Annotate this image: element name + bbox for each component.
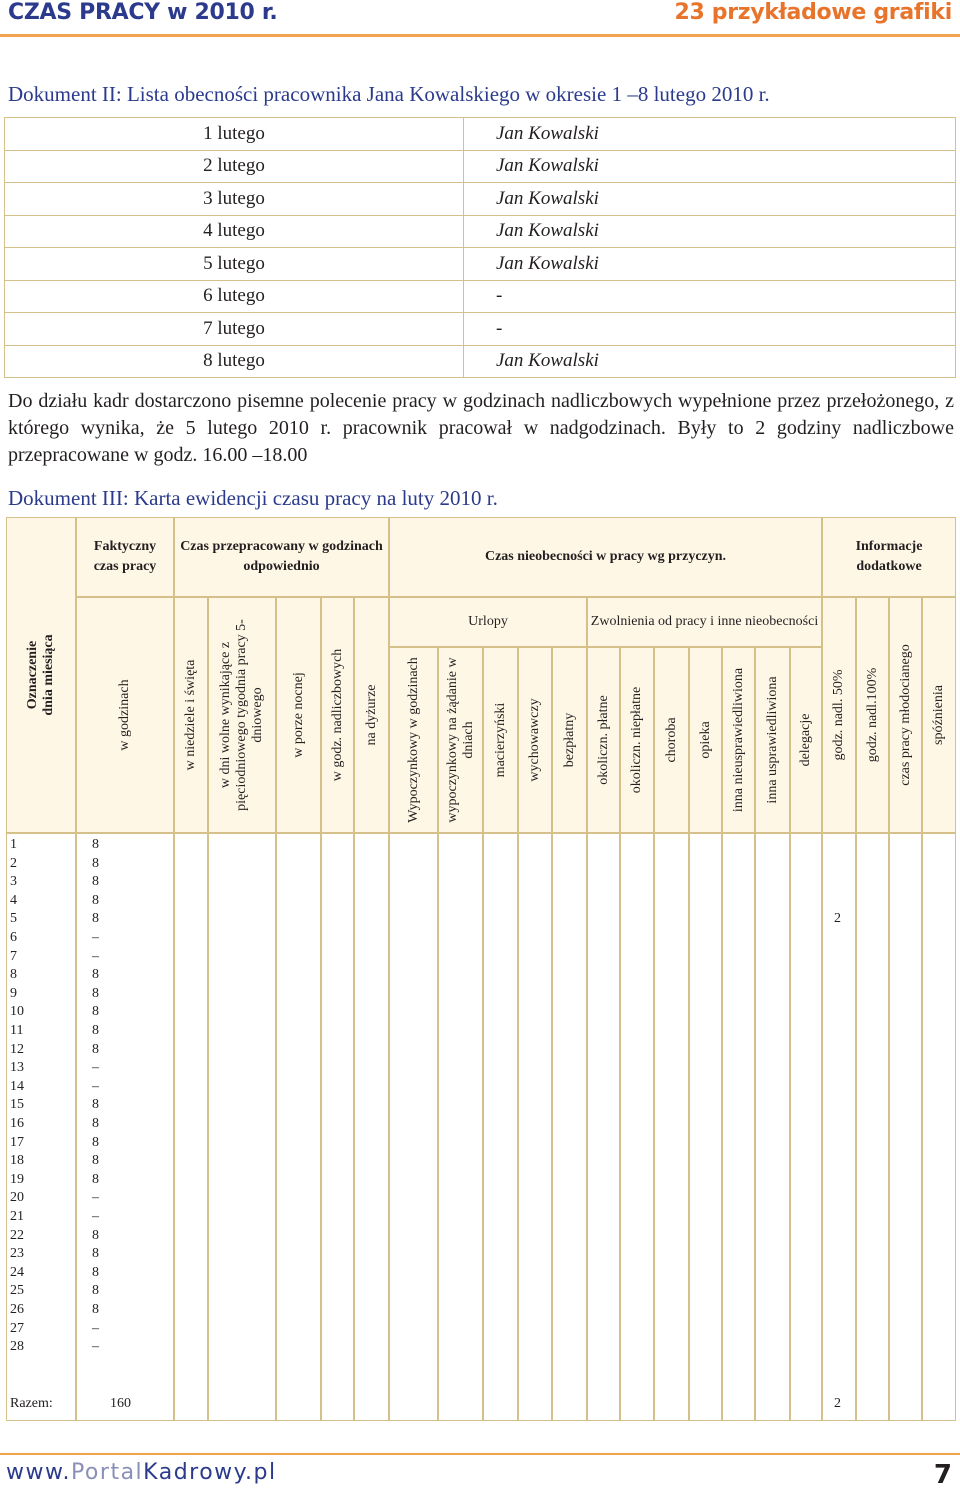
body-column (174, 833, 208, 1421)
attendance-name: Jan Kowalski (464, 248, 956, 281)
day-number: 13 (10, 1060, 24, 1076)
header-subtitle: 23 przykładowe grafiki (674, 0, 952, 25)
column-header-col-unpaid (552, 647, 587, 833)
column-label-col-childcare: wychowawczy (527, 698, 542, 782)
column-header-col-leave-hours (389, 647, 438, 833)
page-number: 7 (933, 1460, 952, 1490)
column-label-col-leave-demand: wypoczynkowy na żądanie w dniach (444, 657, 476, 823)
column-label-col-late: spóźnienia (931, 685, 946, 745)
column-header-col-ot50 (822, 597, 856, 833)
column-header-col-unpaid-occ (620, 647, 654, 833)
header-divider (0, 34, 960, 37)
day-number: 23 (10, 1246, 24, 1262)
column-header-col-illness (654, 647, 689, 833)
attendance-row (5, 183, 956, 216)
column-header-col-youth (889, 597, 922, 833)
attendance-row (5, 345, 956, 378)
hours-column-header (76, 597, 174, 833)
day-column-label: Oznaczenie dnia miesiąca (25, 634, 56, 716)
body-column (208, 833, 276, 1421)
body-column (856, 833, 889, 1421)
column-label-col-unpaid: bezpłatny (561, 712, 577, 768)
column-header-col-duty (354, 597, 389, 833)
day-hours: – (92, 948, 99, 964)
attendance-date: 1 lutego (5, 118, 464, 151)
attendance-table (4, 117, 956, 378)
footer-url-prefix: www. (6, 1460, 71, 1485)
footer-url (6, 1460, 277, 1485)
day-number: 22 (10, 1227, 24, 1243)
day-number: 5 (10, 911, 17, 927)
day-hours: 8 (92, 1246, 99, 1262)
attendance-name: Jan Kowalski (464, 215, 956, 248)
day-number: 4 (10, 892, 17, 908)
worked-time-header (174, 517, 389, 597)
day-hours: 8 (92, 837, 99, 852)
column-label-col-duty: na dyżurze (363, 684, 379, 746)
day-number: 7 (10, 948, 17, 964)
day-number: 20 (10, 1190, 24, 1206)
info-label: Informacje dodatkowe (855, 539, 923, 574)
day-hours: 8 (92, 874, 99, 890)
column-header-col-care (689, 647, 722, 833)
column-label-col-night: w porze nocnej (290, 672, 306, 758)
column-header-col-overtime (321, 597, 354, 833)
attendance-row (5, 280, 956, 313)
day-hours: 8 (92, 1264, 99, 1280)
day-hours: 8 (92, 1023, 99, 1038)
column-label-col-maternity: macierzyński (492, 702, 508, 778)
body-column (354, 833, 389, 1421)
column-label-col-free-days: w dni wolne wynikające z pięciodniowego tygodnia pracy 5-dniowego (218, 619, 265, 811)
day-hours: – (92, 1190, 99, 1206)
document-2-title: Dokument II: Lista obecności pracownika Jana Kowalskiego w okresie 1 –8 lutego 2010 r. (8, 82, 770, 106)
attendance-date: 8 lutego (5, 345, 464, 378)
day-hours: – (92, 1209, 99, 1224)
day-number: 6 (10, 930, 17, 945)
column-label-col-ot100: godz. nadl.100% (864, 667, 880, 763)
day-number: 1 (10, 837, 17, 852)
column-label-col-paid-occ: okoliczn. płatne (595, 695, 611, 785)
document-3-title: Dokument III: Karta ewidencji czasu pracy na luty 2010 r. (8, 486, 498, 510)
worked-time-label: Czas przepracowany w godzinach odpowiednio (180, 539, 383, 574)
attendance-row (5, 248, 956, 281)
day-hours: 8 (92, 1302, 99, 1317)
attendance-row (5, 150, 956, 183)
day-number: 15 (10, 1097, 24, 1113)
day-hours: 8 (92, 1171, 99, 1187)
absence-label: Czas nieobecności w pracy wg przyczyn. (484, 549, 727, 564)
column-label-col-leave-hours: Wypoczynkowy w godzinach (405, 657, 421, 823)
column-label-col-ot50: godz. nadl. 50% (831, 669, 846, 761)
day-number: 3 (10, 874, 17, 890)
day-number: 25 (10, 1283, 24, 1299)
day-hours: 8 (92, 855, 99, 871)
body-column (620, 833, 654, 1421)
column-header-col-maternity (483, 647, 518, 833)
body-column (276, 833, 321, 1421)
attendance-row (5, 118, 956, 151)
body-column (518, 833, 552, 1421)
column-header-col-leave-demand (438, 647, 483, 833)
attendance-name: Jan Kowalski (464, 150, 956, 183)
column-header-col-ot100 (856, 597, 889, 833)
column-label-col-unpaid-occ: okoliczn. niepłatne (629, 686, 644, 794)
column-header-col-unexcused (722, 647, 755, 833)
body-column (438, 833, 483, 1421)
day-hours: 8 (92, 1097, 99, 1113)
body-column (483, 833, 518, 1421)
sick-header (587, 597, 822, 647)
column-header-col-holidays (174, 597, 208, 833)
body-column (389, 833, 438, 1421)
header-title: CZAS PRACY w 2010 r. (8, 0, 278, 25)
day-hours: 8 (92, 1283, 99, 1299)
column-label-col-illness: choroba (663, 717, 679, 763)
body-column (922, 833, 956, 1421)
body-column (722, 833, 755, 1421)
day-hours: – (92, 1078, 99, 1094)
attendance-name: Jan Kowalski (464, 118, 956, 151)
day-hours: 8 (92, 985, 99, 1001)
day-hours: 8 (92, 967, 99, 983)
day-hours: – (92, 1339, 99, 1355)
body-column (76, 833, 174, 1421)
attendance-name: - (464, 280, 956, 313)
day-number: 14 (10, 1078, 24, 1094)
attendance-row (5, 313, 956, 346)
day-hours: – (92, 1060, 99, 1076)
footer-url-domain: Kadrowy.pl (143, 1460, 277, 1485)
body-column (790, 833, 822, 1421)
day-hours: – (92, 1320, 99, 1336)
column-label-col-overtime: w godz. nadliczbowych (329, 648, 345, 782)
time-record-card (6, 517, 956, 1421)
leave-label: Urlopy (468, 614, 508, 629)
hours-column-label: w godzinach (117, 679, 132, 751)
body-column (654, 833, 689, 1421)
attendance-name: Jan Kowalski (464, 345, 956, 378)
day-number: 9 (10, 985, 17, 1001)
column-header-col-free-days (208, 597, 276, 833)
actual-time-header (76, 517, 174, 597)
attendance-name: - (464, 313, 956, 346)
body-column (755, 833, 790, 1421)
column-header-col-late (922, 597, 956, 833)
day-hours: 8 (92, 1227, 99, 1243)
column-label-col-excused: inna usprawiedliwiona (764, 676, 780, 804)
day-number: 24 (10, 1264, 24, 1280)
day-number: 21 (10, 1209, 24, 1224)
column-header-col-childcare (518, 647, 552, 833)
total-overtime-50: 2 (834, 1396, 841, 1411)
day-number: 17 (10, 1134, 24, 1150)
day-number: 18 (10, 1153, 24, 1169)
attendance-date: 2 lutego (5, 150, 464, 183)
description-paragraph: Do działu kadr dostarczono pisemne polecenie pracy w godzinach nadliczbowych wypełnione przez przełożonego, z którego wynika, że 5 lutego 2010 r. pracownik pracował w nadgodzinach. Były to 2 godziny nadliczbowe przepracowane w godz. 16.00 –18.00 (8, 390, 954, 466)
body-column (587, 833, 620, 1421)
day-hours: – (92, 930, 99, 945)
overtime-50-day-5: 2 (834, 911, 841, 927)
day-number: 12 (10, 1041, 24, 1057)
body-column (689, 833, 722, 1421)
day-number: 8 (10, 967, 17, 983)
column-header-col-paid-occ (587, 647, 620, 833)
day-number: 28 (10, 1339, 24, 1355)
body-column (889, 833, 922, 1421)
day-hours: 8 (92, 1041, 99, 1057)
info-header (822, 517, 956, 597)
attendance-date: 4 lutego (5, 215, 464, 248)
column-header-col-night (276, 597, 321, 833)
day-number: 26 (10, 1302, 24, 1317)
column-label-col-youth: czas pracy młodocianego (897, 644, 913, 786)
absence-header (389, 517, 822, 597)
attendance-date: 6 lutego (5, 280, 464, 313)
attendance-name: Jan Kowalski (464, 183, 956, 216)
actual-time-label: Faktyczny czas pracy (93, 539, 157, 574)
day-number: 16 (10, 1116, 24, 1131)
day-hours: 8 (92, 892, 99, 908)
footer-url-portal: Portal (70, 1460, 144, 1485)
attendance-date: 7 lutego (5, 313, 464, 346)
day-hours: 8 (92, 911, 99, 927)
total-label: Razem: (10, 1396, 53, 1411)
total-hours: 160 (110, 1396, 131, 1411)
column-label-col-care: opieka (697, 721, 713, 759)
day-column-header (6, 517, 76, 833)
column-label-col-unexcused: inna nieusprawiedliwiona (730, 667, 746, 813)
attendance-date: 5 lutego (5, 248, 464, 281)
day-number: 10 (10, 1004, 24, 1020)
body-column (552, 833, 587, 1421)
column-header-col-delegation (790, 647, 822, 833)
attendance-date: 3 lutego (5, 183, 464, 216)
day-number: 19 (10, 1171, 24, 1187)
column-header-col-excused (755, 647, 790, 833)
day-hours: 8 (92, 1134, 99, 1150)
body-column (321, 833, 354, 1421)
day-hours: 8 (92, 1153, 99, 1169)
column-label-col-delegation: delegacje (798, 713, 813, 767)
column-label-col-holidays: w niedziele i święta (183, 659, 198, 771)
day-number: 27 (10, 1320, 24, 1336)
attendance-row (5, 215, 956, 248)
footer-divider (0, 1453, 960, 1455)
day-hours: 8 (92, 1004, 99, 1020)
day-number: 2 (10, 855, 17, 871)
day-number: 11 (10, 1023, 24, 1038)
leave-header (389, 597, 587, 647)
day-hours: 8 (92, 1116, 99, 1131)
sick-label: Zwolnienia od pracy i inne nieobecności (590, 614, 819, 629)
